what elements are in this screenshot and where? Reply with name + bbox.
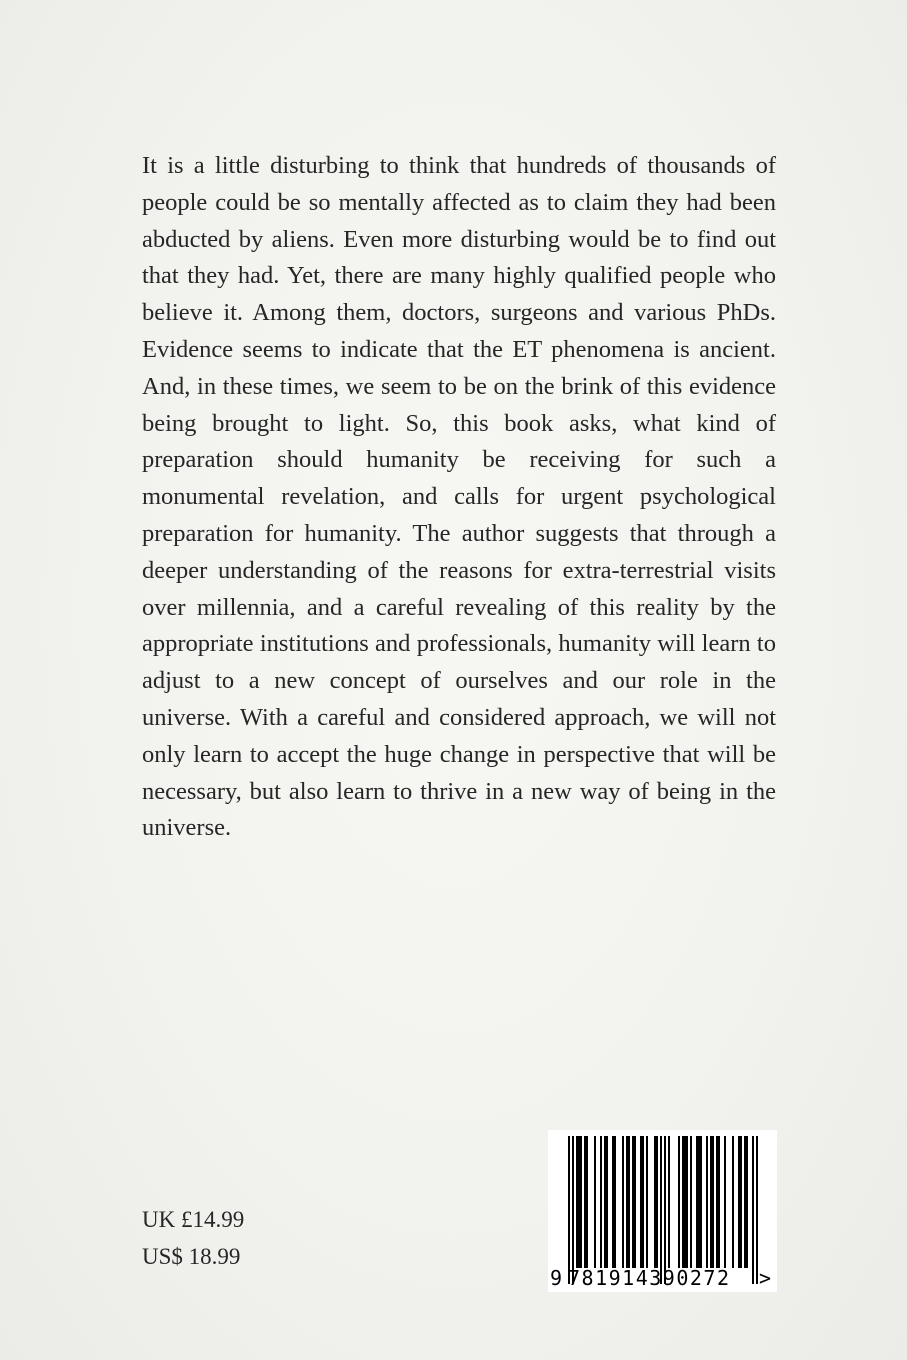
barcode-bar	[628, 1136, 630, 1268]
barcode-bar	[716, 1136, 718, 1268]
barcode-bar	[756, 1136, 758, 1284]
barcode-bar	[724, 1136, 726, 1268]
price-uk: UK £14.99	[142, 1207, 245, 1232]
barcode-bar	[664, 1136, 666, 1284]
barcode-bar	[732, 1136, 734, 1268]
barcode-bar	[686, 1136, 688, 1268]
barcode-bar	[660, 1136, 662, 1284]
barcode-bar	[700, 1136, 702, 1268]
barcode-bar	[580, 1136, 582, 1268]
barcode-bar	[712, 1136, 714, 1268]
barcode-bar	[594, 1136, 596, 1268]
barcode-bar	[752, 1136, 754, 1284]
barcode-bar	[706, 1136, 708, 1268]
price-us: US$ 18.99	[142, 1244, 241, 1269]
barcode-bar	[738, 1136, 740, 1268]
barcode-bar	[654, 1136, 656, 1268]
barcode-bar	[646, 1136, 648, 1268]
barcode-bar	[632, 1136, 634, 1268]
barcode-bar	[572, 1136, 574, 1284]
barcode-bar	[690, 1136, 692, 1268]
barcode-bar	[576, 1136, 578, 1268]
barcode-bar	[606, 1136, 608, 1268]
barcode-bar	[578, 1136, 580, 1268]
barcode-bar	[642, 1136, 644, 1268]
barcode-bar	[640, 1136, 642, 1268]
isbn-first-digit: 9	[550, 1266, 563, 1290]
barcode-bar	[626, 1136, 628, 1268]
isbn-number: 781914390272	[568, 1266, 731, 1290]
barcode-bar	[740, 1136, 742, 1268]
barcode-bar	[696, 1136, 698, 1268]
barcode-bar	[612, 1136, 614, 1268]
price-block	[142, 1201, 244, 1275]
barcode-bar	[634, 1136, 636, 1268]
barcode-bar	[584, 1136, 586, 1268]
barcode-digits	[548, 1266, 777, 1292]
barcode-bar	[744, 1136, 746, 1268]
barcode-bar	[710, 1136, 712, 1268]
isbn-barcode	[548, 1130, 777, 1292]
barcode-bar	[586, 1136, 588, 1268]
barcode-bar	[678, 1136, 680, 1268]
barcode-bar	[656, 1136, 658, 1268]
barcode-bar	[698, 1136, 700, 1268]
barcode-bar	[614, 1136, 616, 1268]
barcode-bar	[746, 1136, 748, 1268]
quiet-zone-marker: >	[758, 1266, 771, 1290]
barcode-bar	[682, 1136, 684, 1268]
cover-blurb: It is a little disturbing to think that hundreds of thousands of people could be so mentally affected as to claim they had been abducted by aliens. Even more disturbing would be to find out that they had. Yet, there are many highly qualified people who believe it. Among them, doctors, surgeons and various PhDs. Evidence seems to indicate that the ET phenomena is ancient. And, in these times, we seem to be on the brink of this evidence being brought to light. So, this book asks, what kind of preparation should humanity be receiving for such a monumental revelation, and calls for urgent psychological preparation for humanity. The author suggests that through a deeper understanding of the reasons for extra-terrestrial visits over millennia, and a careful revealing of this reality by the appropriate institutions and professionals, humanity will learn to adjust to a new concept of ourselves and our role in the universe. With a careful and considered approach, we will not only learn to accept the huge change in perspective that will be necessary, but also learn to thrive in a new way of being in the universe.	[142, 152, 776, 842]
barcode-bar	[568, 1136, 570, 1284]
barcode-bar	[604, 1136, 606, 1268]
barcode-bar	[718, 1136, 720, 1268]
barcode-bar	[600, 1136, 602, 1268]
barcode-bar	[622, 1136, 624, 1268]
barcode-bar	[668, 1136, 670, 1268]
barcode-bar	[684, 1136, 686, 1268]
